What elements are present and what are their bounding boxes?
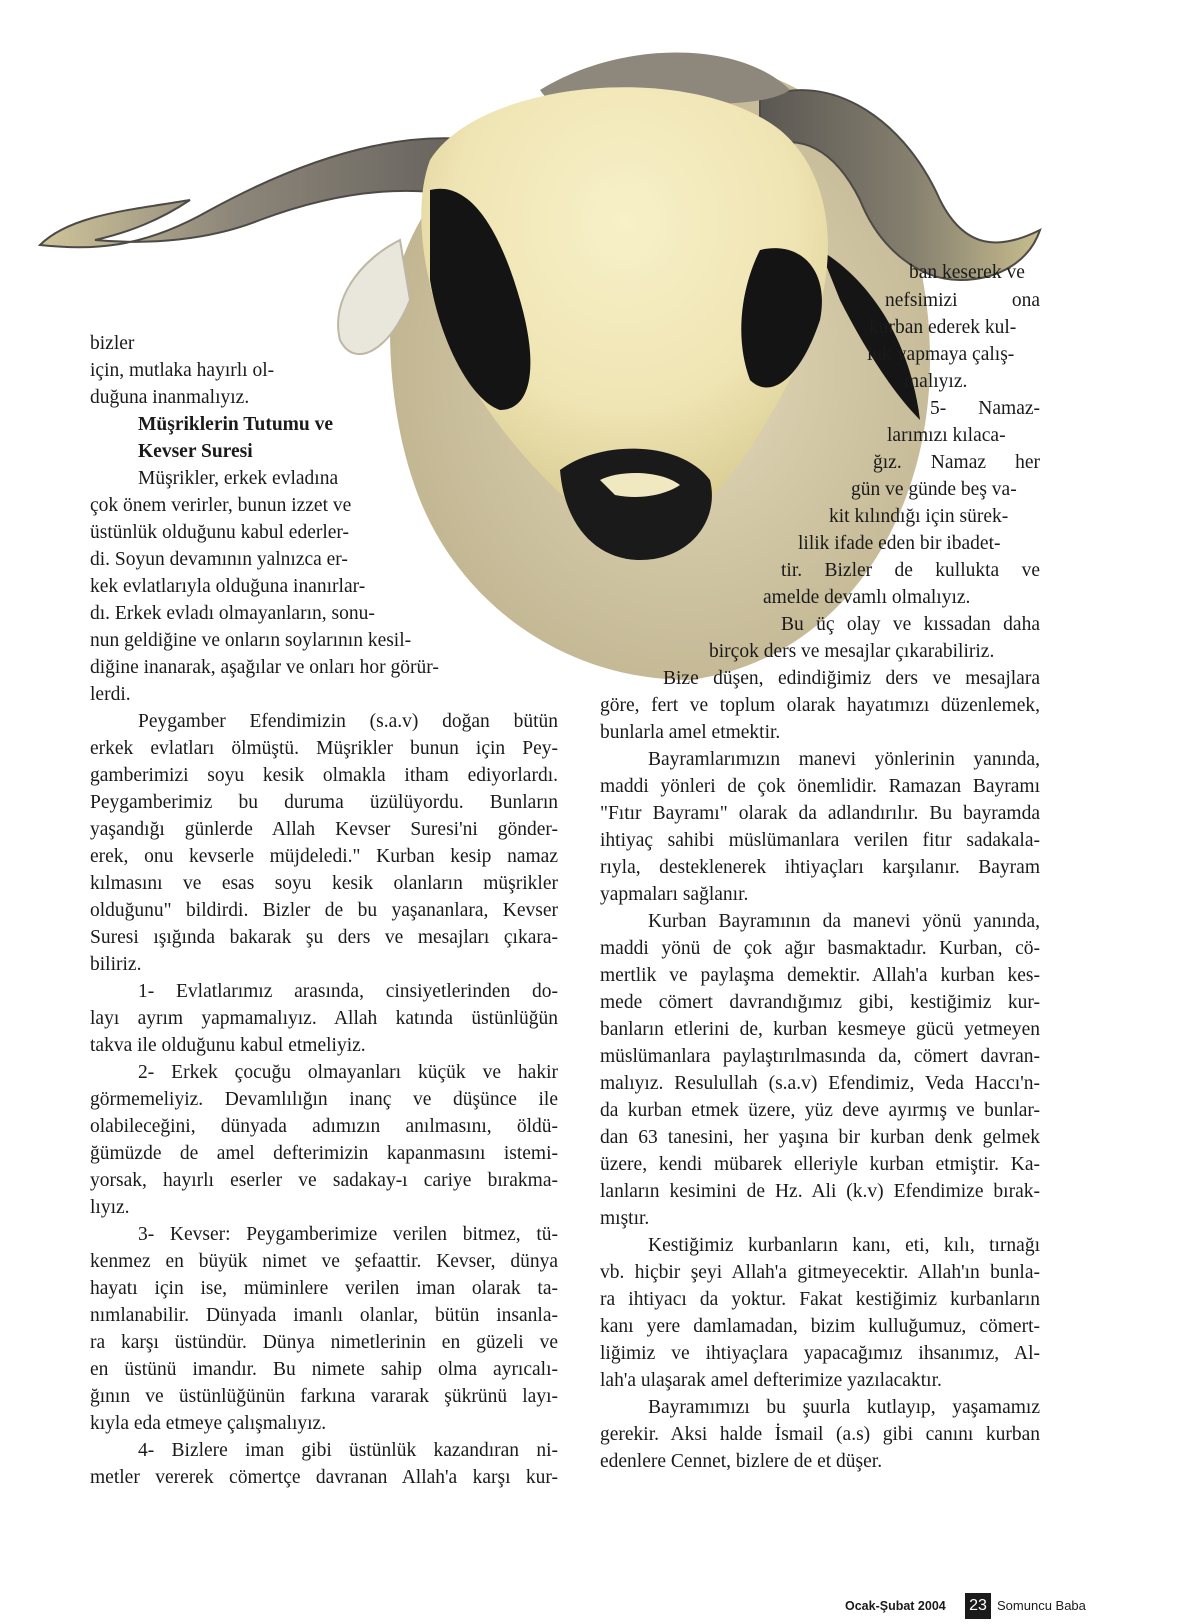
left-wrap-line: dı. Erkek evladı olmayanların, sonu- xyxy=(90,603,375,624)
top-right-line: tir. Bizler de kullukta ve xyxy=(781,560,1040,581)
left-column-line: en üstünü imandır. Bu nimete sahip olma ayrıcalı- xyxy=(90,1359,558,1380)
right-column-line: vb. hiçbir şeyi Allah'a gitmeyecektir. Allah'ın bunla- xyxy=(600,1262,1040,1283)
left-column-line: ğının ve üstünlüğünün farkına vararak şükrünü layı- xyxy=(90,1386,558,1407)
magazine-name: Somuncu Baba xyxy=(997,1598,1086,1613)
top-right-line: ban keserek ve xyxy=(909,262,1025,283)
right-column-line: mertlik ve paylaşma demektir. Allah'a kurban kes- xyxy=(600,965,1040,986)
left-column-line: erek, onu kevserle müjdeledi." Kurban kesip namaz xyxy=(90,846,558,867)
section-heading: Müşriklerin Tutumu ve xyxy=(138,414,334,435)
top-right-line: nefsimizi ona xyxy=(885,290,1040,311)
left-column-line: hayatı için ise, müminlere verilen iman olarak ta- xyxy=(90,1278,558,1299)
right-column-line: yapmaları sağlanır. xyxy=(600,884,749,905)
right-column-line: da kurban etmek üzere, yüz deve ayırmış ve bunlar- xyxy=(600,1100,1040,1121)
top-right-line: 5- Namaz- xyxy=(930,398,1040,419)
left-wrap-line: nun geldiğine ve onların soylarının kesil- xyxy=(90,630,412,651)
right-column-line: dan 63 tanesini, her yaşına bir kurban denk gelmek xyxy=(600,1127,1040,1148)
left-column-line: kılmasını ve esas soyu kesik olanların müşrikler xyxy=(90,873,558,894)
right-column-line: mede cömert davrandığımız gibi, kestiğimiz kur- xyxy=(600,992,1040,1013)
right-column-line: "Fıtır Bayramı" olarak da adlandırılır. Bu bayramda xyxy=(600,803,1040,824)
left-column-line: lıyız. xyxy=(90,1197,130,1218)
right-column-line: ra ihtiyacı da yoktur. Fakat kestiğimiz kurbanların xyxy=(600,1289,1040,1310)
left-column-line: nımlanabilir. Dünyada imanlı olanlar, bütün insanla- xyxy=(90,1305,558,1326)
left-top-line: bizler xyxy=(90,333,135,354)
left-column-line: Peygamber Efendimizin (s.a.v) doğan bütün xyxy=(138,711,558,732)
left-wrap-line: di. Soyun devamının yalnızca er- xyxy=(90,549,348,570)
left-wrap-line: üstünlük olduğunu kabul ederler- xyxy=(90,522,350,543)
top-right-line: larımızı kılaca- xyxy=(887,425,1006,446)
right-column-line: göre, fert ve toplum olarak hayatımızı düzenlemek, xyxy=(600,695,1040,716)
top-right-line: gün ve günde beş va- xyxy=(851,479,1017,500)
left-wrap-line: lerdi. xyxy=(90,684,131,705)
left-column-line: kıyla eda etmeye çalışmalıyız. xyxy=(90,1413,327,1434)
right-column-line: üzere, kendi mübarek elleriyle kurban etmiştir. Ka- xyxy=(600,1154,1040,1175)
top-right-line: birçok ders ve mesajlar çıkarabiliriz. xyxy=(709,641,995,662)
left-wrap-line: Müşrikler, erkek evladına xyxy=(138,468,339,489)
left-column-line: biliriz. xyxy=(90,954,142,975)
top-right-line: Bize düşen, edindiğimiz ders ve mesajlara xyxy=(663,668,1040,689)
right-column-line: gerekir. Aksi halde İsmail (a.s) gibi canını kurban xyxy=(600,1424,1040,1445)
top-right-line: kurban ederek kul- xyxy=(869,317,1017,338)
top-right-line: amelde devamlı olmalıyız. xyxy=(763,587,971,608)
left-wrap-line: çok önem verirler, bunun izzet ve xyxy=(90,495,352,516)
left-column-line: görmemeliyiz. Devamlılığın inanç ve düşünce ile xyxy=(90,1089,558,1110)
left-column-line: yorsak, hayırlı eserler ve sadakay-ı cariye bırakma- xyxy=(90,1170,558,1191)
right-column-line: Bayramlarımızın manevi yönlerinin yanında, xyxy=(648,749,1040,770)
footer-issue-date: Ocak-Şubat 2004 xyxy=(845,1599,946,1613)
left-column-line: olduğunu" bildirdi. Bizler de bu yaşananlara, Kevser xyxy=(90,900,558,921)
right-column-line: Kestiğimiz kurbanların kanı, eti, kılı, tırnağı xyxy=(648,1235,1040,1256)
left-column-line: gamberimizi soyu kesik olmakla itham ediyorlardı. xyxy=(90,765,558,786)
right-column-line: lanların kesimini de Hz. Ali (k.v) Efendimize bırak- xyxy=(600,1181,1040,1202)
right-column-line: Bayramımızı bu şuurla kutlayıp, yaşamamız xyxy=(648,1397,1040,1418)
page-number: 23 xyxy=(965,1593,991,1619)
left-column-line: 1- Evlatlarımız arasında, cinsiyetlerinden do- xyxy=(138,981,558,1002)
right-column-line: rıyla, desteklenerek ihtiyaçları karşılanır. Bayram xyxy=(600,857,1040,878)
top-right-line: lilik ifade eden bir ibadet- xyxy=(798,533,1001,554)
top-right-line: Bu üç olay ve kıssadan daha xyxy=(781,614,1040,635)
top-right-line: luk yapmaya çalış- xyxy=(867,344,1015,365)
right-column-line: maddi yönü de çok ağır basmaktadır. Kurban, cö- xyxy=(600,938,1040,959)
right-column-line: Kurban Bayramının da manevi yönü yanında, xyxy=(648,911,1040,932)
left-column-line: 3- Kevser: Peygamberimize verilen bitmez, tü- xyxy=(138,1224,558,1245)
right-column-line: mıştır. xyxy=(600,1208,650,1229)
right-column-line: edenlere Cennet, bizlere de et düşer. xyxy=(600,1451,883,1472)
right-column-line: liğimiz ve ihtiyaçlara yapacağımız ihsanımız, Al- xyxy=(600,1343,1040,1364)
top-right-line: ğız. Namaz her xyxy=(873,452,1040,473)
top-right-line: malıyız. xyxy=(904,371,968,392)
left-column-line: kenmez en büyük nimet ve şefaattir. Kevser, dünya xyxy=(90,1251,558,1272)
right-column-line: kanı yere damlamadan, bizim kulluğumuz, cömert- xyxy=(600,1316,1040,1337)
left-column-line: ra karşı üstündür. Dünya nimetlerinin en güzeli ve xyxy=(90,1332,558,1353)
left-column-line: erkek evlatları ölmüştü. Müşrikler bunun için Pey- xyxy=(90,738,558,759)
section-heading: Kevser Suresi xyxy=(138,441,253,462)
left-column-line: yaşandığı günlerde Allah Kevser Suresi'ni gönder- xyxy=(90,819,558,840)
left-column-line: takva ile olduğunu kabul etmeliyiz. xyxy=(90,1035,366,1056)
left-column-line: 2- Erkek çocuğu olmayanları küçük ve hakir xyxy=(138,1062,558,1083)
left-wrap-line: diğine inanarak, aşağılar ve onları hor görür- xyxy=(90,657,439,678)
right-column-line: bunlarla amel etmektir. xyxy=(600,722,781,743)
left-wrap-line: kek evlatlarıyla olduğuna inanırlar- xyxy=(90,576,366,597)
left-column-line: Peygamberimiz bu duruma üzülüyordu. Bunların xyxy=(90,792,558,813)
left-column-line: 4- Bizlere iman gibi üstünlük kazandıran ni- xyxy=(138,1440,558,1461)
left-column-line: Suresi ışığında bakarak şu ders ve mesajları çıkara- xyxy=(90,927,558,948)
top-right-line: kit kılındığı için sürek- xyxy=(829,506,1009,527)
left-column-line: layı ayrım yapmamalıyız. Allah katında üstünlüğün xyxy=(90,1008,558,1029)
right-column-line: ihtiyaç sahibi müslümanlara verilen fitır sadakala- xyxy=(600,830,1040,851)
left-top-line: duğuna inanmalıyız. xyxy=(90,387,250,408)
right-column-line: lah'a ulaşarak amel defterimize yazılacaktır. xyxy=(600,1370,942,1391)
right-column-line: maddi yönleri de çok önemlidir. Ramazan Bayramı xyxy=(600,776,1040,797)
left-column-line: ğümüzde de amel defterimizin kapanmasını istemi- xyxy=(90,1143,558,1164)
right-column-line: malıyız. Resulullah (s.a.v) Efendimiz, Veda Haccı'n- xyxy=(600,1073,1040,1094)
right-column-line: müslümanlara paylaştırılmasında da, cömert davran- xyxy=(600,1046,1040,1067)
right-column-line: banların etlerini de, kurban kesmeye gücü yetmeyen xyxy=(600,1019,1040,1040)
left-column-line: olabileceğini, dünyada adımızın anılmasını, öldü- xyxy=(90,1116,558,1137)
left-column-line: metler vererek cömertçe davranan Allah'a karşı kur- xyxy=(90,1467,558,1488)
left-top-line: için, mutlaka hayırlı ol- xyxy=(90,360,275,381)
